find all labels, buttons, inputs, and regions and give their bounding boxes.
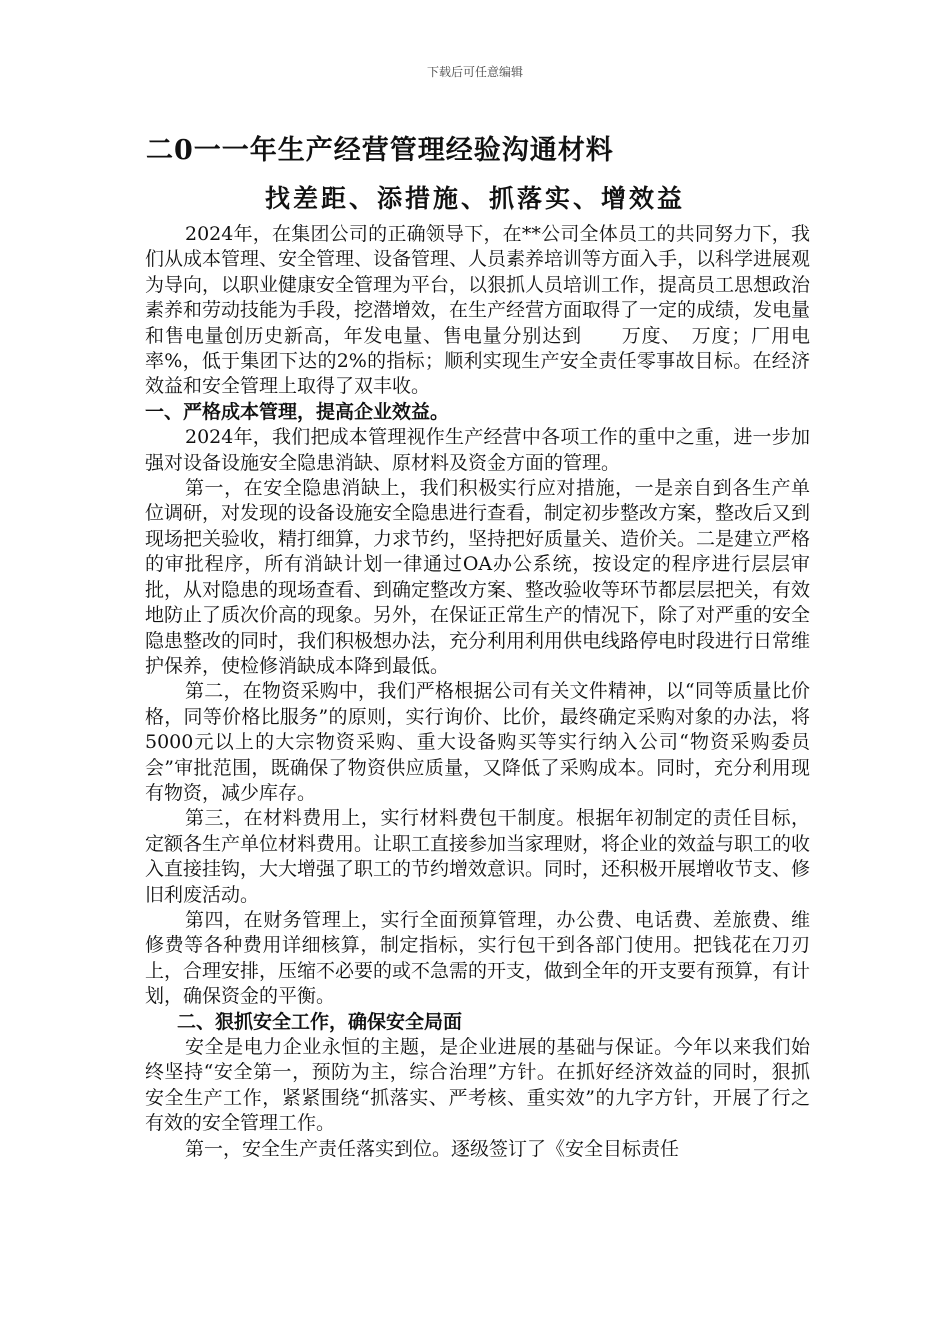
paragraph-material-cost: 第三，在材料费用上，实行材料费包干制度。根据年初制定的责任目标，定额各生产单位材料费用。让职工直接参加当家理财，将企业的效益与职工的收入直接挂钩，大大增强了职工的节约增效意识。同时，还积极开展增收节支、修旧利废活动。: [145, 807, 811, 906]
header-note: 下载后可任意编辑: [426, 65, 523, 79]
paragraph-procurement: 第二，在物资采购中，我们严格根据公司有关文件精神，以“同等质量比价格，同等价格比服务”的原则，实行询价、比价，最终确定采购对象的办法，将5000元以上的大宗物资采购、重大设备购买等实行纳入公司“物资采购委员会”审批范围，既确保了物资供应质量，又降低了采购成本。同时，充分利用现有物资，减少库存。: [145, 680, 810, 804]
document-body: [145, 222, 810, 1162]
paragraph-intro: 2024年，在集团公司的正确领导下，在**公司全体员工的共同努力下，我们从成本管理、安全管理、设备管理、人员素养培训等方面入手，以科学进展观为导向，以职业健康安全管理为平台，以狠抓人员培训工作，提高员工思想政治素养和劳动技能为手段，挖潜增效，在生产经营方面取得了一定的成绩，发电量和售电量创历史新高，年发电量、售电量分别达到 万度、 万度；厂用电率%，低于集团下达的2%的指标；顺利实现生产安全责任零事故目标。在经济效益和安全管理上取得了双丰收。: [145, 223, 811, 398]
section-heading-2: 二、狠抓安全工作，确保安全局面: [177, 1010, 463, 1033]
paragraph-finance: 第四，在财务管理上，实行全面预算管理，办公费、电话费、差旅费、维修费等各种费用详细核算，制定指标，实行包干到各部门使用。把钱花在刀刃上，合理安排，压缩不必要的或不急需的开支，做到全年的开支要有预算，有计划，确保资金的平衡。: [145, 908, 811, 1008]
paragraph-hazard-repair: 第一，在安全隐患消缺上，我们积极实行应对措施，一是亲自到各生产单位调研，对发现的设备设施安全隐患进行查看，制定初步整改方案，整改后又到现场把关验收，精打细算，力求节约，坚持把好质量关、造价关。二是建立严格的审批程序，所有消缺计划一律通过OA办公系统，按设定的程序进行层层审批，从对隐患的现场查看、到确定整改方案、整改验收等环节都层层把关，有效地防止了质次价高的现象。另外，在保证正常生产的情况下，除了对严重的安全隐患整改的同时，我们积极想办法，充分利用利用供电线路停电时段进行日常维护保养，使检修消缺成本降到最低。: [145, 477, 811, 677]
paragraph-safety-responsibility: 第一，安全生产责任落实到位。逐级签订了《安全目标责任: [185, 1137, 680, 1160]
paragraph-safety-overview: 安全是电力企业永恒的主题，是企业进展的基础与保证。今年以来我们始终坚持“安全第一，预防为主，综合治理”方针。在抓好经济效益的同时，狠抓安全生产工作，紧紧围绕“抓落实、严考核、重实效”的九字方针，开展了行之有效的安全管理工作。: [145, 1036, 810, 1135]
paragraph-cost-overview: 2024年，我们把成本管理视作生产经营中各项工作的重中之重，进一步加强对设备设施安全隐患消缺、原材料及资金方面的管理。: [145, 426, 810, 474]
section-heading-1: 一、严格成本管理，提高企业效益。: [145, 400, 450, 423]
document-title: 二0一一年生产经营管理经验沟通材料: [146, 135, 614, 166]
document-subtitle: 找差距、添措施、抓落实、增效益: [264, 184, 685, 213]
